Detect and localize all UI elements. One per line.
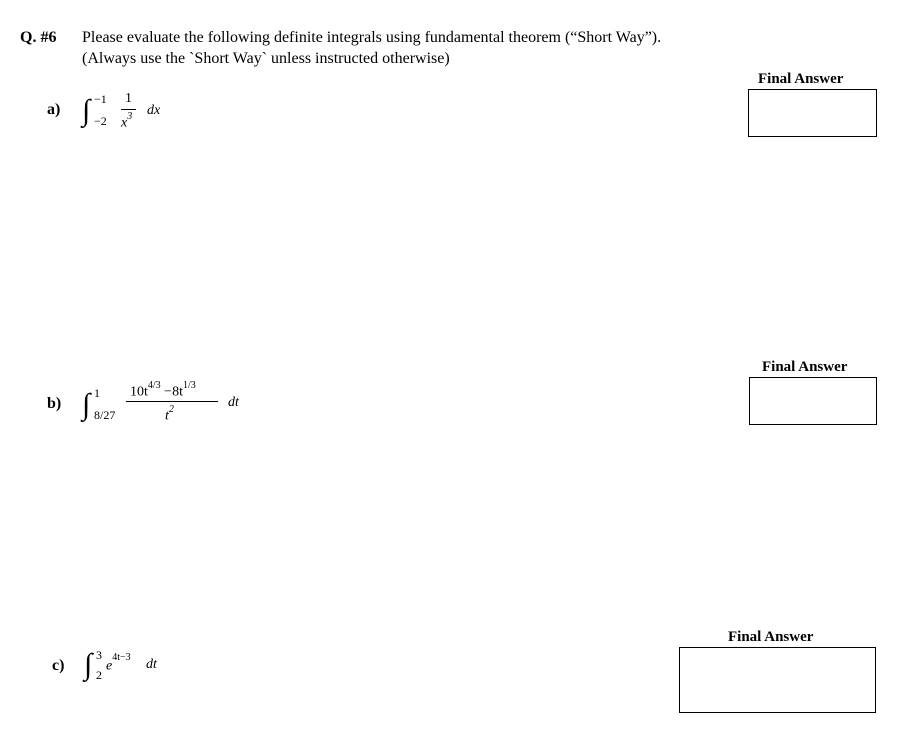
integral-sign: ∫ [82,94,91,127]
part-a-differential: dx [147,103,161,118]
final-answer-box-b[interactable] [749,377,877,425]
part-b-integral [82,380,252,430]
part-b-lower-limit: 8/27 [94,408,116,422]
part-b-denominator: $t^2$ [165,404,174,424]
part-b-differential: dt [228,395,239,410]
final-answer-box-a[interactable] [748,89,877,137]
question-text-line2: (Always use the `Short Way` unless instructed otherwise) [82,50,450,67]
part-a-lower-limit: −2 [94,114,107,128]
part-a-fraction-bar [121,109,136,110]
part-a-label: a) [47,101,61,118]
final-answer-label-b: Final Answer [762,359,848,375]
question-number: Q. #6 [20,29,57,46]
final-answer-label-a: Final Answer [758,71,844,87]
part-c-integrand: $e^{4t-3}$ [106,652,131,674]
part-c-label: c) [52,657,65,674]
part-b-numerator: $10t^{4/3} -8t^{1/3}$ [130,380,196,400]
part-b-upper-limit: 1 [94,386,100,400]
part-a-integral [82,88,182,138]
part-c-integral [84,646,184,686]
part-a-numerator: 1 [125,91,132,106]
part-b-fraction-bar [126,401,218,402]
final-answer-box-c[interactable] [679,647,876,713]
part-b-label: b) [47,395,62,412]
part-a-denominator: $x^3$ [121,111,133,131]
part-c-upper-limit: 3 [96,648,102,662]
question-text-line1: Please evaluate the following definite integrals using fundamental theorem (“Short Way”). [82,29,662,46]
final-answer-label-c: Final Answer [728,629,814,645]
integral-sign: ∫ [84,648,93,681]
part-c-lower-limit: 2 [96,668,102,682]
integral-sign: ∫ [82,388,91,421]
part-a-upper-limit: −1 [94,92,107,106]
part-c-differential: dt [146,657,157,672]
